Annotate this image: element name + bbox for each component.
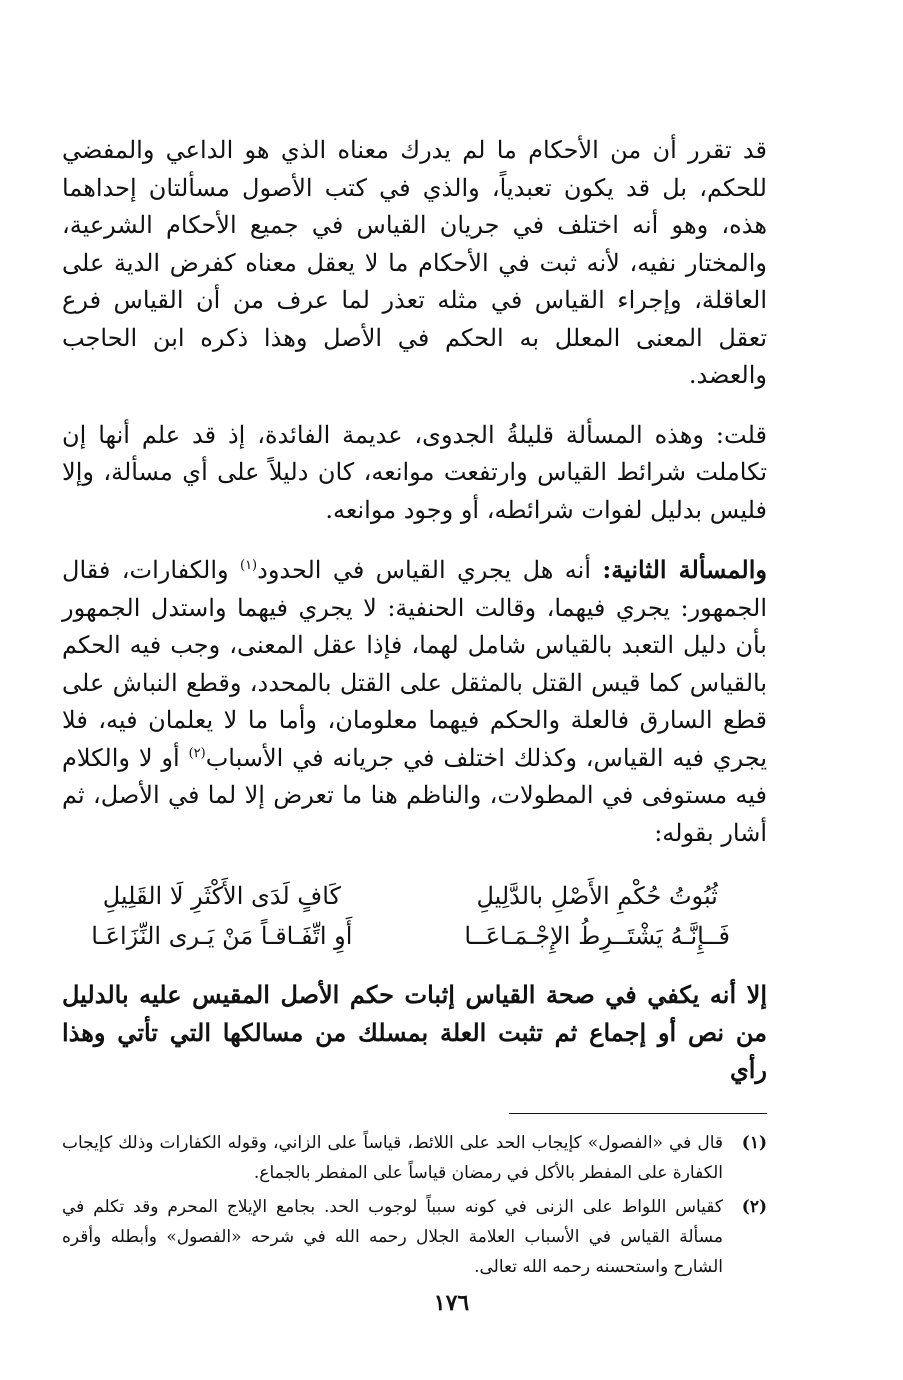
- footnote-1: [62, 1128, 767, 1188]
- footnote-1-number: (١): [741, 1132, 767, 1153]
- footnote-1-text: قال في «الفصول» كإيجاب الحد على اللائط، قياساً على الزاني، وقوله الكفارات وذلك كإيجاب الكفارة على المفطر بالأكل في رمضان قياساً على المفطر بالجماع.: [62, 1132, 723, 1183]
- poem: [62, 876, 757, 956]
- paragraph-3-lead: والمسألة الثانية:: [602, 555, 767, 584]
- paragraph-3: [62, 551, 767, 852]
- verse-1: [62, 876, 757, 916]
- footnote-2-text: كقياس اللواط على الزنى في كونه سبباً لوجوب الحد. بجامع الإيلاج المحرم وقد تكلم في مسألة القياس في الأسباب العلامة الجلال رحمه الله في شرحه «الفصول» وأبطله وأقره الشارح واستحسنه رحمه الله تعالى.: [62, 1196, 723, 1277]
- paragraph-3-text-c: أو لا والكلام فيه مستوفى في المطولات، والناظم هنا ما تعرض إلا لما في الأصل، ثم أشار بقوله:: [62, 743, 767, 847]
- paragraph-3-text-b: والكفارات، فقال الجمهور: يجري فيهما، وقالت الحنفية: لا يجري فيهما واستدل الجمهور بأن دليل التعبد بالقياس شامل لهما، فإذا عقل المعنى، وجب فيه الحكم بالقياس كما قيس القتل بالمثقل على القتل بالمحدد، وقطع النباش على قطع السارق فالعلة والحكم فيهما معلومان، وأما ما لا يعلمان فيه، فلا يجري فيه القياس، وكذلك اختلف في جريانه في الأسباب: [62, 556, 768, 772]
- paragraph-3-text-a: أنه هل يجري القياس في الحدود: [257, 556, 603, 584]
- verse-2: [62, 916, 757, 956]
- verse-1-second-hemistich: كَافٍ لَدَى الأَكْثَرِ لَا القَلِيلِ: [102, 882, 341, 910]
- verse-2-second-hemistich: أَوِ اتِّفَـاقـاً مَنْ يَـرى النِّزَاعَـا: [91, 922, 353, 950]
- paragraph-4: إلا أنه يكفي في صحة القياس إثبات حكم الأصل المقيس عليه بالدليل من نص أو إجماع ثم تثبت العلة بمسلك من مسالكها التي تأتي وهذا رأي: [62, 980, 767, 1084]
- page-number: ١٧٦: [433, 1290, 470, 1316]
- footnote-2-number: (٢): [741, 1196, 767, 1217]
- verse-1-first-hemistich: ثُبُوتُ حُكْمِ الأَصْلِ بالدَّلِيلِ: [476, 882, 718, 910]
- footnote-ref-1: (١): [239, 558, 258, 573]
- footnote-2: [62, 1192, 767, 1282]
- verse-2-first-hemistich: فَــإِنَّـهُ يَشْتَــرِطُ الإِجْـمَـاعَــا: [464, 922, 730, 950]
- paragraph-2: قلت: وهذه المسألة قليلةُ الجدوى، عديمة الفائدة، إذ قد علم أنها إن تكاملت شرائط القياس وارتفعت موانعه، كان دليلاً على أي مسألة، وإلا فليس بدليل لفوات شرائطه، أو وجود موانعه.: [62, 420, 767, 524]
- page-content: [62, 132, 767, 1282]
- footnote-ref-2: (٢): [188, 745, 206, 761]
- paragraph-1: قد تقرر أن من الأحكام ما لم يدرك معناه الذي هو الداعي والمفضي للحكم، بل قد يكون تعبدياً، والذي في كتب الأصول مسألتان إحداهما هذه، وهو أنه اختلف في جريان القياس في جميع الأحكام الشرعية، والمختار نفيه، لأنه ثبت في الأحكام ما لا يعقل معناه كفرض الدية على العاقلة، وإجراء القياس في مثله تعذر لما عرف من أن القياس فرع تعقل المعنى المعلل به الحكم في الأصل وهذا ذكره ابن الحاجب والعضد.: [62, 136, 768, 389]
- footnote-divider: [509, 1113, 767, 1114]
